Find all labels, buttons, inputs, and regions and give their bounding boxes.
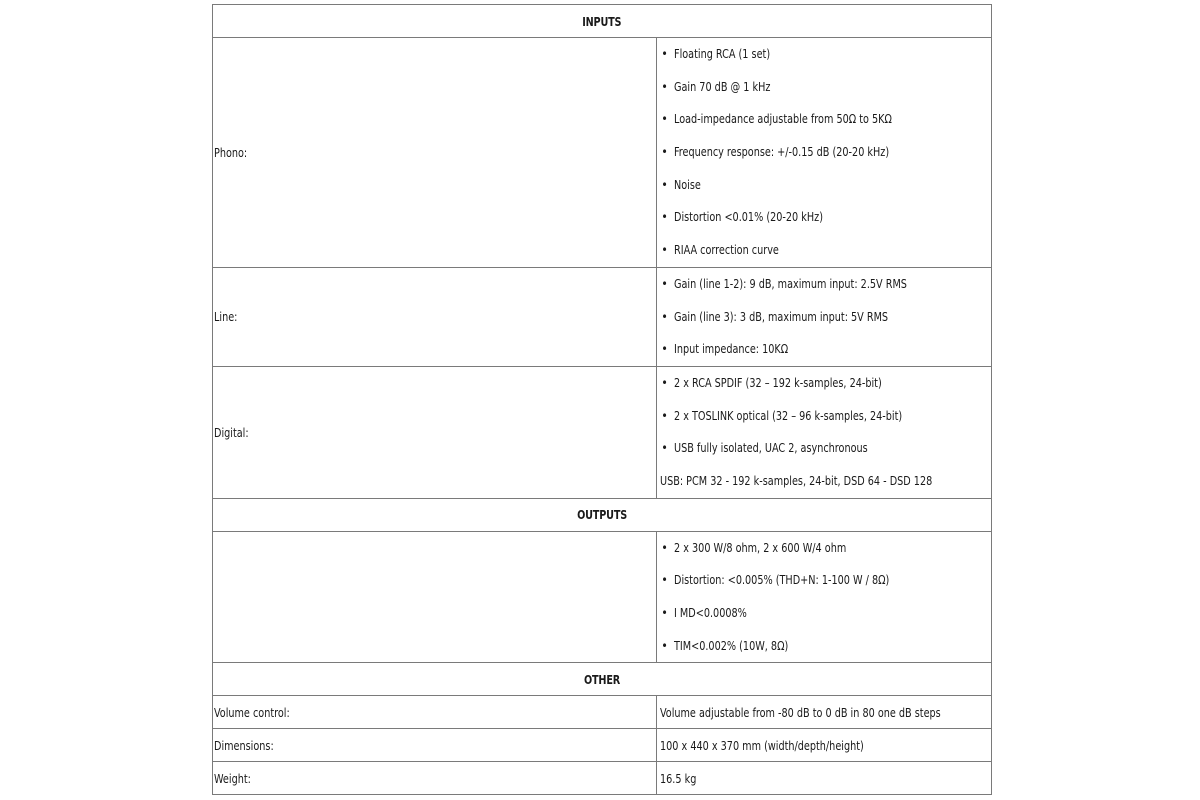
specifications-table	[212, 4, 992, 795]
list-item: • Distortion <0.01% (20-20 kHz)	[660, 201, 991, 234]
spec-row-outputs	[213, 531, 992, 663]
digital-list	[660, 367, 991, 465]
outputs-list	[660, 532, 991, 663]
list-item: • Gain (line 1-2): 9 dB, maximum input: 2.5V RMS	[660, 268, 991, 301]
spec-value-volume: Volume adjustable from -80 dB to 0 dB in 80 one dB steps	[659, 704, 941, 720]
spec-label-weight: Weight:	[214, 770, 251, 786]
spec-label-line: Line:	[214, 309, 238, 325]
bullet-icon: •	[661, 47, 668, 61]
spec-row-weight	[213, 762, 992, 795]
bullet-icon: •	[661, 79, 668, 94]
spec-label-digital: Digital:	[214, 424, 249, 440]
spec-label-phono: Phono:	[214, 144, 248, 160]
list-item: • Distortion: <0.005% (THD+N: 1-100 W / 8Ω)	[660, 564, 991, 597]
bullet-icon: •	[661, 606, 668, 620]
spec-value-dimensions: 100 x 440 x 370 mm (width/depth/height)	[659, 737, 864, 753]
spec-label-dimensions: Dimensions:	[214, 737, 274, 753]
bullet-icon: •	[661, 573, 668, 588]
bullet-icon: •	[661, 408, 668, 423]
list-item: • 2 x RCA SPDIF (32 – 192 k-samples, 24-bit)	[660, 367, 991, 400]
list-item: • Load-impedance adjustable from 50Ω to 5KΩ	[660, 103, 991, 136]
list-item: • RIAA correction curve	[660, 234, 991, 267]
section-header-outputs	[213, 498, 992, 531]
section-header-inputs	[213, 5, 992, 38]
bullet-icon: •	[661, 638, 668, 653]
list-item: • Frequency response: +/-0.15 dB (20-20 kHz)	[660, 136, 991, 169]
line-list	[660, 268, 991, 366]
spec-value-weight: 16.5 kg	[659, 770, 696, 786]
bullet-icon: •	[661, 112, 668, 127]
spec-row-digital	[213, 366, 992, 498]
section-title-outputs: OUTPUTS	[577, 507, 627, 523]
section-header-other	[213, 663, 992, 696]
spec-row-volume	[213, 696, 992, 729]
list-item: • TIM<0.002% (10W, 8Ω)	[660, 630, 991, 663]
list-item: • Gain (line 3): 3 dB, maximum input: 5V RMS	[660, 301, 991, 334]
list-item: • 2 x TOSLINK optical (32 – 96 k-samples, 24-bit)	[660, 400, 991, 433]
section-title-inputs: INPUTS	[582, 13, 622, 29]
list-item: • Noise	[660, 169, 991, 202]
bullet-icon: •	[661, 441, 668, 456]
bullet-icon: •	[661, 243, 668, 258]
section-title-other: OTHER	[583, 671, 621, 687]
spec-row-line	[213, 267, 992, 366]
usb-note: USB: PCM 32 - 192 k-samples, 24-bit, DSD 64 - DSD 128	[659, 472, 932, 488]
phono-list	[660, 38, 991, 267]
spec-label-volume: Volume control:	[214, 704, 290, 720]
bullet-icon: •	[661, 177, 668, 192]
bullet-icon: •	[661, 276, 668, 291]
list-item: • Floating RCA (1 set)	[660, 38, 991, 71]
list-item: • 2 x 300 W/8 ohm, 2 x 600 W/4 ohm	[660, 532, 991, 565]
bullet-icon: •	[661, 540, 668, 555]
bullet-icon: •	[661, 145, 668, 160]
bullet-icon: •	[661, 309, 668, 324]
bullet-icon: •	[661, 342, 668, 357]
spec-row-dimensions	[213, 729, 992, 762]
list-item: • USB fully isolated, UAC 2, asynchronous	[660, 432, 991, 465]
list-item: • I MD<0.0008%	[660, 597, 991, 630]
list-item: • Gain 70 dB @ 1 kHz	[660, 71, 991, 104]
spec-row-phono	[213, 38, 992, 268]
bullet-icon: •	[661, 210, 668, 225]
list-item: • Input impedance: 10KΩ	[660, 333, 991, 366]
bullet-icon: •	[661, 375, 668, 390]
